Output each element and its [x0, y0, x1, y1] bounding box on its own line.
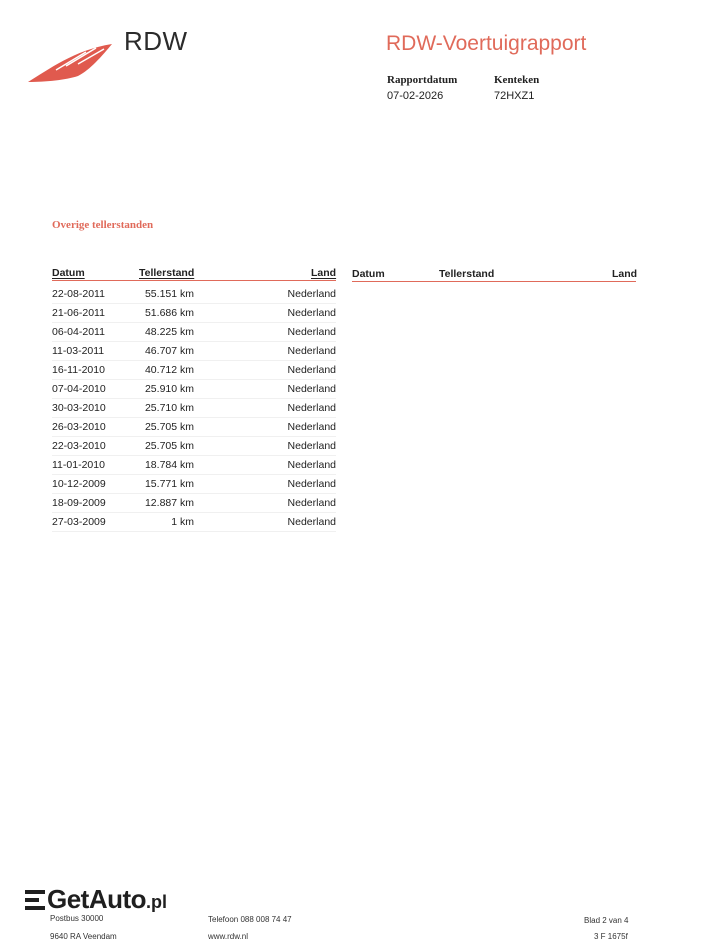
- row-divider: [52, 512, 336, 513]
- row-date: 10-12-2009: [52, 478, 106, 490]
- row-country: Nederland: [287, 497, 336, 509]
- watermark-text: GetAuto: [47, 884, 147, 914]
- table-row: [52, 478, 336, 497]
- row-date: 21-06-2011: [52, 307, 105, 319]
- table-row: [52, 421, 336, 440]
- row-country: Nederland: [287, 383, 336, 395]
- row-divider: [52, 531, 336, 532]
- table-row: [52, 516, 336, 535]
- row-date: 06-04-2011: [52, 326, 105, 338]
- report-title: RDW-Voertuigrapport: [386, 32, 587, 55]
- table-row: [52, 383, 336, 402]
- row-odometer: 25.910 km: [144, 383, 194, 395]
- row-date: 07-04-2010: [52, 383, 106, 395]
- row-date: 22-08-2011: [52, 288, 105, 300]
- row-odometer: 25.705 km: [144, 440, 194, 452]
- row-odometer: 55.151 km: [144, 288, 194, 300]
- plate-label: Kenteken: [494, 74, 540, 86]
- row-date: 18-09-2009: [52, 497, 106, 509]
- row-divider: [52, 493, 336, 494]
- watermark-suffix: .pl: [146, 892, 168, 912]
- row-odometer: 25.705 km: [144, 421, 194, 433]
- row-date: 16-11-2010: [52, 364, 105, 376]
- table-row: [52, 497, 336, 516]
- row-country: Nederland: [287, 288, 336, 300]
- header-rule-left: [52, 280, 336, 281]
- row-divider: [52, 341, 336, 342]
- row-country: Nederland: [287, 421, 336, 433]
- row-date: 30-03-2010: [52, 402, 106, 414]
- row-country: Nederland: [287, 440, 336, 452]
- row-divider: [52, 398, 336, 399]
- table-row: [52, 326, 336, 345]
- row-odometer: 46.707 km: [144, 345, 194, 357]
- row-country: Nederland: [287, 326, 336, 338]
- report-date-label: Rapportdatum: [387, 74, 458, 86]
- row-date: 11-01-2010: [52, 459, 105, 471]
- footer-code: 3 F 1675f: [594, 932, 628, 941]
- table-row: [52, 459, 336, 478]
- footer-phone: Telefoon 088 008 74 47: [208, 915, 292, 924]
- rdw-wing-logo-icon: [26, 40, 114, 84]
- row-odometer: 12.887 km: [144, 497, 194, 509]
- row-date: 27-03-2009: [52, 516, 106, 528]
- row-divider: [52, 436, 336, 437]
- col-header-date: Datum: [52, 267, 85, 279]
- col-header-country: Land: [311, 267, 337, 279]
- row-country: Nederland: [287, 402, 336, 414]
- col-header-country-right: Land: [612, 268, 638, 280]
- row-odometer: 25.710 km: [144, 402, 194, 414]
- col-header-odometer: Tellerstand: [139, 267, 195, 279]
- header-rule-right: [352, 281, 636, 282]
- table-row: [52, 288, 336, 307]
- row-country: Nederland: [287, 345, 336, 357]
- row-odometer: 51.686 km: [144, 307, 194, 319]
- row-divider: [52, 417, 336, 418]
- row-divider: [52, 379, 336, 380]
- row-country: Nederland: [287, 459, 336, 471]
- row-divider: [52, 474, 336, 475]
- footer-website: www.rdw.nl: [208, 932, 249, 941]
- plate-value: 72HXZ1: [494, 90, 535, 102]
- row-odometer: 40.712 km: [144, 364, 194, 376]
- report-date-value: 07-02-2026: [387, 90, 444, 102]
- row-divider: [52, 455, 336, 456]
- col-header-date-right: Datum: [352, 268, 385, 280]
- table-row: [52, 402, 336, 421]
- row-odometer: 18.784 km: [144, 459, 194, 471]
- brand-name: RDW: [124, 26, 188, 56]
- row-odometer: 48.225 km: [144, 326, 194, 338]
- table-row: [52, 364, 336, 383]
- row-country: Nederland: [287, 364, 336, 376]
- table-row: [52, 345, 336, 364]
- row-divider: [52, 322, 336, 323]
- row-country: Nederland: [287, 516, 336, 528]
- row-date: 26-03-2010: [52, 421, 106, 433]
- row-odometer: 1 km: [171, 516, 194, 528]
- table-row: [52, 440, 336, 459]
- table-row: [52, 307, 336, 326]
- section-title: Overige tellerstanden: [52, 219, 154, 231]
- row-divider: [52, 360, 336, 361]
- footer-postbus: Postbus 30000: [50, 914, 104, 923]
- footer-address: 9640 RA Veendam: [50, 932, 117, 941]
- getauto-lines-icon: [25, 888, 45, 912]
- row-date: 11-03-2011: [52, 345, 105, 357]
- row-country: Nederland: [287, 307, 336, 319]
- col-header-odometer-right: Tellerstand: [439, 268, 495, 280]
- footer-page-number: Blad 2 van 4: [584, 916, 629, 925]
- row-country: Nederland: [287, 478, 336, 490]
- getauto-watermark: [25, 886, 167, 912]
- row-divider: [52, 303, 336, 304]
- row-date: 22-03-2010: [52, 440, 106, 452]
- row-odometer: 15.771 km: [144, 478, 194, 490]
